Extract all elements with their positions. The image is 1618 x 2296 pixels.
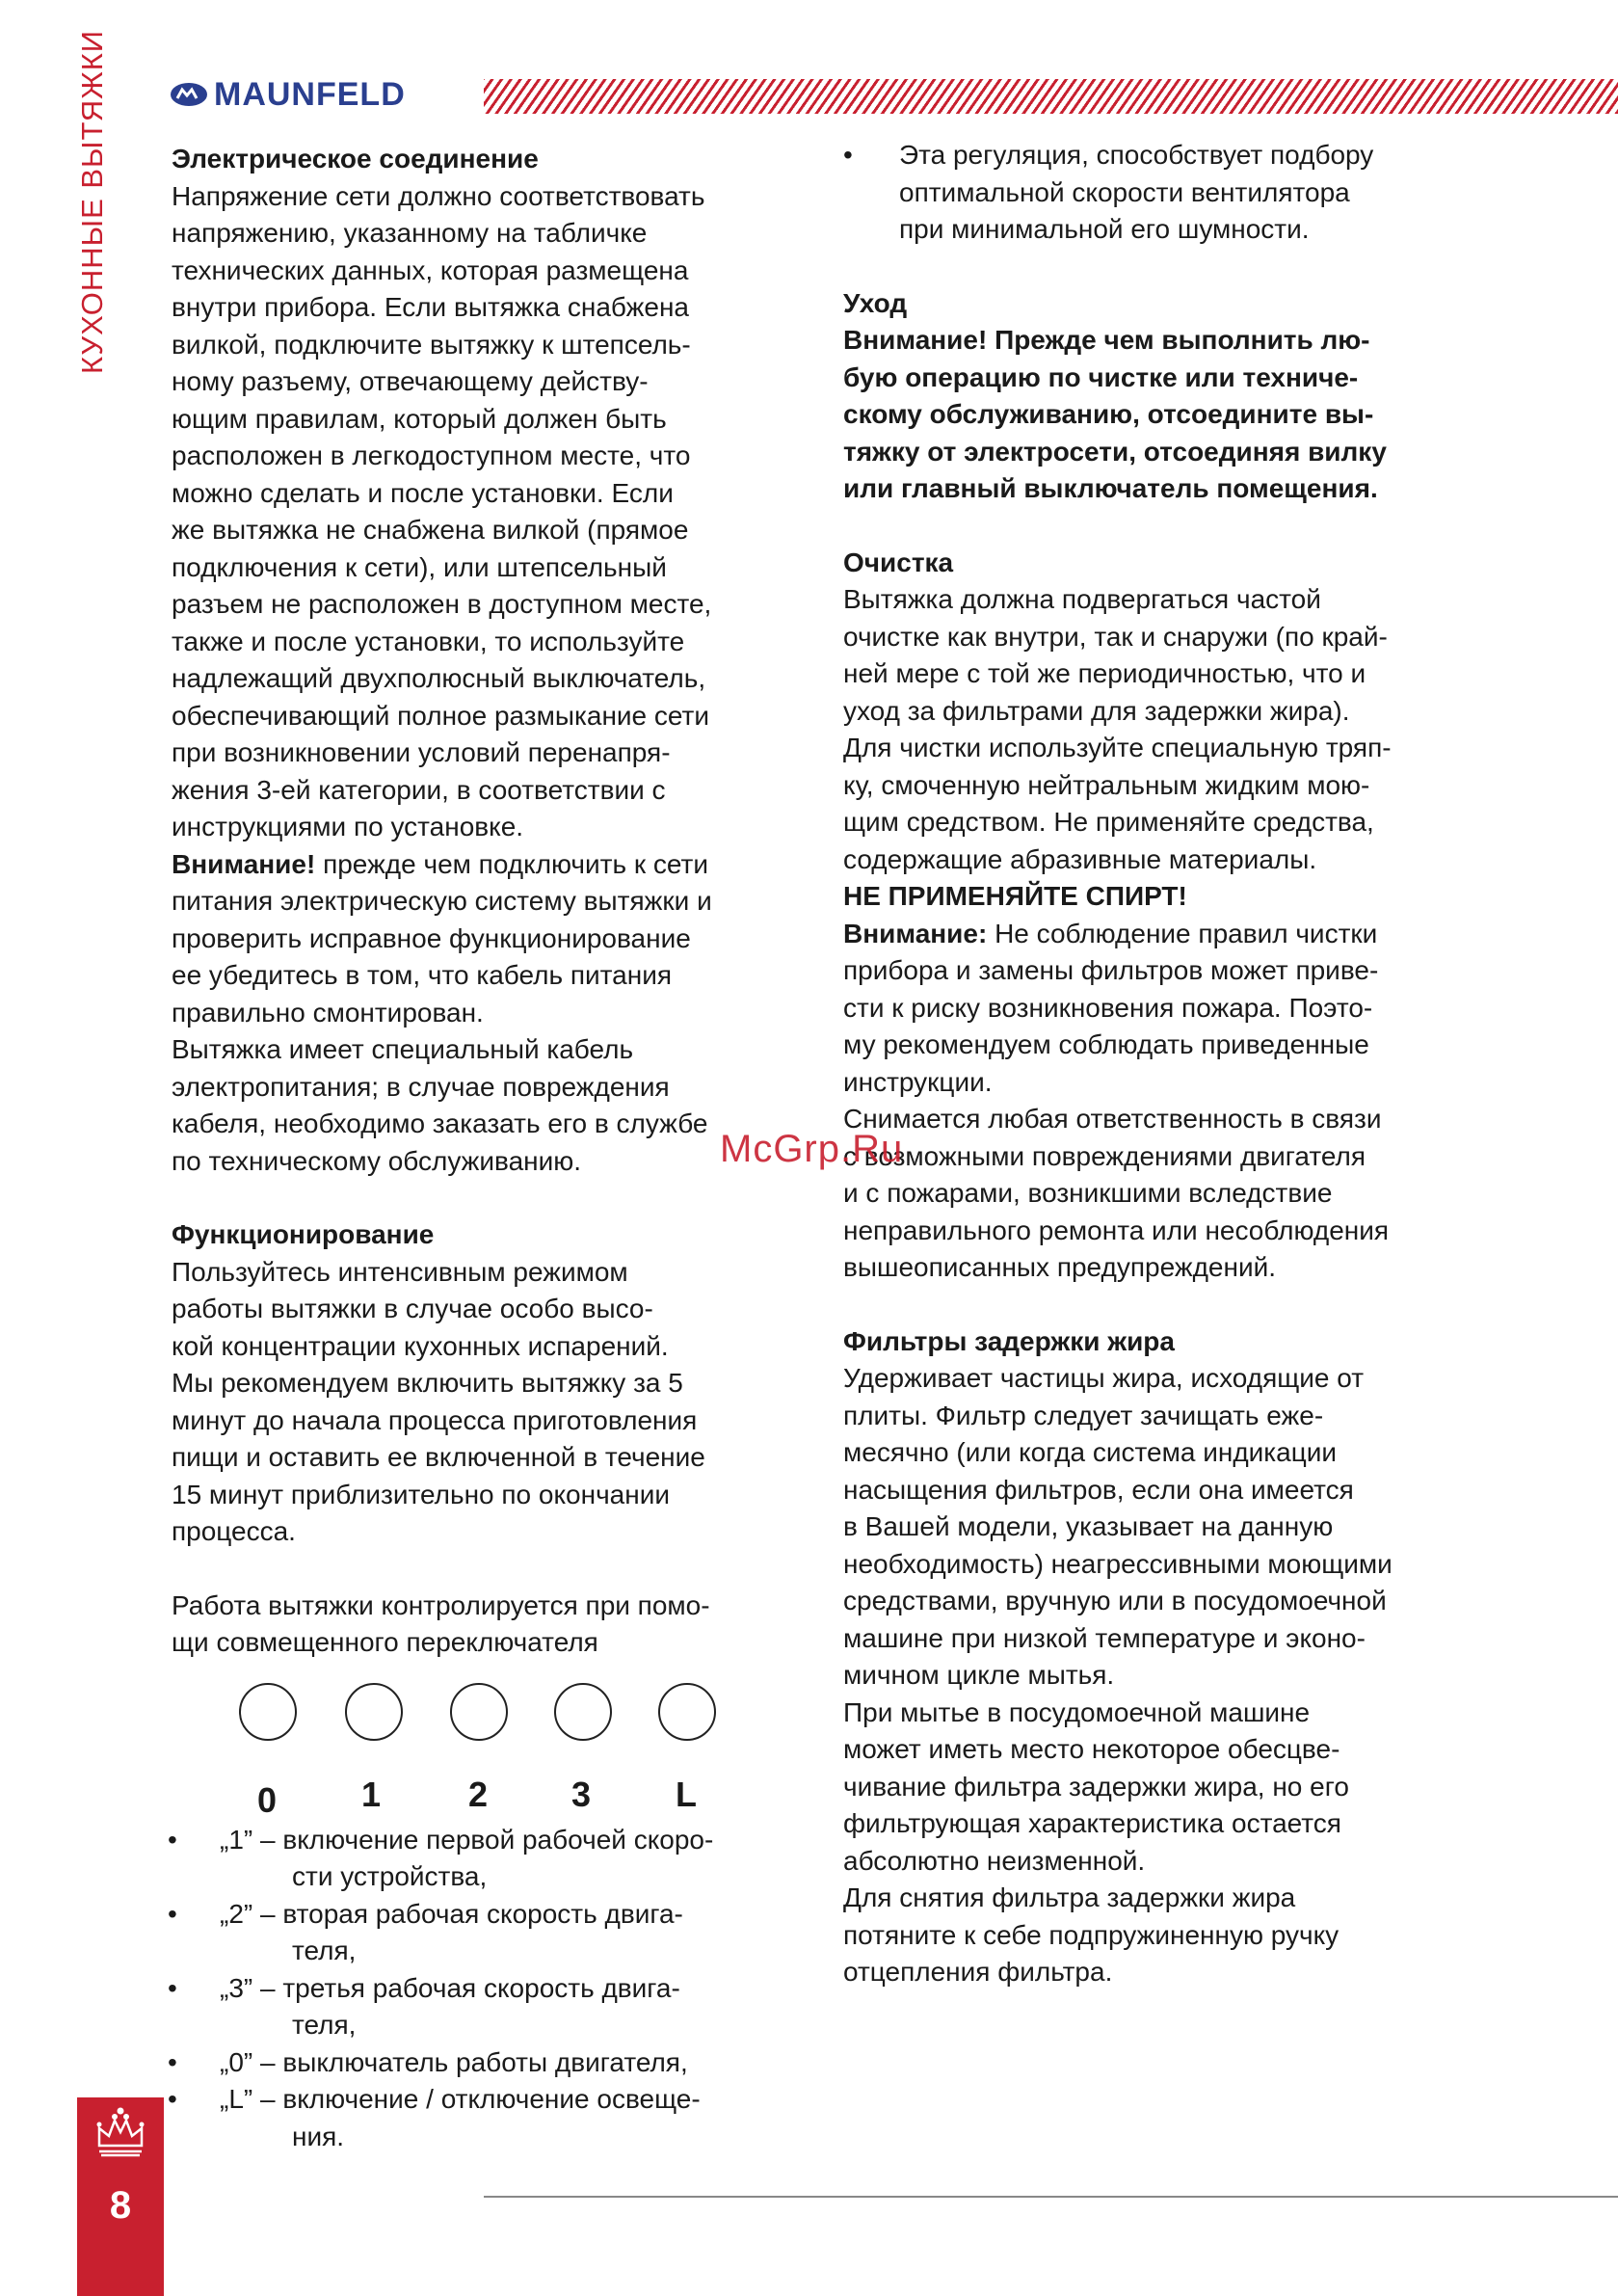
list-item-text: „0” – выключатель работы двигателя, <box>220 2046 688 2077</box>
text-line: инструкциями по установке. <box>172 812 524 841</box>
text-line: ней мере с той же периодичностью, что и <box>843 658 1366 688</box>
text-line: средствами, вручную или в посудомоечной <box>843 1586 1387 1615</box>
warning-label: Внимание! <box>172 848 316 879</box>
text-line: электропитания; в случае повреждения <box>172 1071 670 1102</box>
text-line: сти к риску возникновения пожара. Поэто- <box>843 992 1373 1023</box>
text-line: очистке как внутри, так и снаружи (по край- <box>843 621 1388 652</box>
page-number: 8 <box>109 2184 132 2227</box>
text-line: пищи и оставить ее включенной в течение <box>172 1442 705 1472</box>
text-line: щи совмещенного переключателя <box>172 1627 598 1657</box>
list-item <box>168 2081 798 2155</box>
text-line: при возникновении условий перенапря- <box>172 737 671 767</box>
bullet: • <box>843 140 853 170</box>
text-line: работы вытяжки в случае особо высо- <box>172 1294 653 1323</box>
section-side-label: КУХОННЫЕ ВЫТЯЖКИ <box>75 29 109 374</box>
text-line: Пользуйтесь интенсивным режимом <box>172 1256 628 1287</box>
text-line: ному разъему, отвечающему действу- <box>172 366 649 396</box>
attention-first-line <box>843 916 1479 953</box>
switch-circle-2 <box>450 1683 508 1741</box>
text-line: му рекомендуем соблюдать приведенные <box>843 1029 1369 1059</box>
watermark: McGrp.Ru <box>720 1128 904 1170</box>
brand-logo <box>170 75 406 114</box>
text-line: ку, смоченную нейтральным жидким мою- <box>843 769 1370 800</box>
switch-label-3: 3 <box>571 1774 592 1814</box>
text-line: мичном цикле мытья. <box>843 1660 1115 1690</box>
text-line: Удерживает частицы жира, исходящие от <box>843 1363 1365 1393</box>
text-line: инструкции. <box>843 1066 993 1097</box>
left-column <box>168 141 798 2155</box>
filters-text <box>843 1360 1479 1991</box>
text-line: неправильного ремонта или несоблюдения <box>843 1215 1390 1245</box>
text-line: также и после установки, то используйте <box>172 626 685 656</box>
text-line: плиты. Фильтр следует зачищать еже- <box>843 1400 1324 1430</box>
text-line: подключения к сети), или штепсельный <box>172 551 667 582</box>
text-line: скому обслуживанию, отсоедините вы- <box>843 399 1374 429</box>
text-line: прибора и замены фильтров может приве- <box>843 955 1379 985</box>
attention-text <box>843 952 1479 1287</box>
text-line: месячно (или когда система индикации <box>843 1437 1338 1467</box>
text-line: обеспечивающий полное размыкание сети <box>172 700 710 731</box>
crown-icon <box>92 2103 149 2161</box>
filters-title: Фильтры задержки жира <box>843 1325 1175 1356</box>
electric-text <box>172 178 798 846</box>
text-line: можно сделать и после установки. Если <box>172 477 674 508</box>
header-hatch-bar <box>484 79 1618 114</box>
attention-label: Внимание: <box>843 918 988 948</box>
text-line: кабеля, необходимо заказать его в службе <box>172 1108 708 1138</box>
list-item <box>168 1970 798 2044</box>
text-line: разъем не расположен в доступном месте, <box>172 589 712 619</box>
list-item-text: „3” – третья рабочая скорость двига- <box>220 1972 680 2003</box>
text-line: минут до начала процесса приготовления <box>172 1404 698 1435</box>
text-line: кой концентрации кухонных испарений. <box>172 1330 669 1361</box>
clean-title: Очистка <box>843 547 954 577</box>
text-line: или главный выключатель помещения. <box>843 473 1378 503</box>
text-line: ее убедитесь в том, что кабель питания <box>172 960 672 990</box>
text-line: ющим правилам, который должен быть <box>172 403 667 434</box>
text-line: питания электрическую систему вытяжки и <box>172 886 712 916</box>
list-item-text: „L” – включение / отключение освеще- <box>220 2084 701 2114</box>
right-column <box>843 137 1479 1991</box>
text-line: вилкой, подключите вытяжку к штепсель- <box>172 329 691 360</box>
text-line: машине при низкой температуре и эконо- <box>843 1622 1366 1653</box>
text-line: по техническому обслуживанию. <box>172 1145 582 1176</box>
text-line: при минимальной его шумности. <box>899 214 1310 244</box>
bullet: • <box>168 2046 177 2077</box>
bullet: • <box>168 2084 177 2114</box>
text-line: фильтрующая характеристика остается <box>843 1808 1341 1838</box>
func-title: Функционирование <box>172 1219 435 1249</box>
page-number-block <box>77 2097 164 2296</box>
text-line: необходимость) неагрессивными моющими <box>843 1548 1393 1579</box>
list-item <box>168 1896 798 1970</box>
care-title: Уход <box>843 287 908 318</box>
bullet: • <box>168 1972 177 2003</box>
text-line: с возможными повреждениями двигателя <box>843 1140 1366 1171</box>
bullet: • <box>168 1898 177 1929</box>
text-line: Эта регуляция, способствует подбору <box>899 140 1374 170</box>
text-line: Вытяжка имеет специальный кабель <box>172 1034 634 1064</box>
text-line: Для чистки используйте специальную тряп- <box>843 733 1392 762</box>
text-line: чивание фильтра задержки жира, но его <box>843 1771 1349 1802</box>
text-line: содержащие абразивные материалы. <box>843 843 1317 874</box>
text-line: проверить исправное функционирование <box>172 922 691 953</box>
control-text <box>172 1588 798 1662</box>
text-line: же вытяжка не снабжена вилкой (прямое <box>172 515 689 545</box>
switch-circle-1 <box>345 1683 403 1741</box>
warning-text <box>172 883 798 1180</box>
text-line: правильно смонтирован. <box>172 997 484 1028</box>
attention-first: Не соблюдение правил чистки <box>987 918 1378 948</box>
text-line: потяните к себе подпружиненную ручку <box>843 1919 1339 1950</box>
text-line: При мытье в посудомоечной машине <box>843 1696 1311 1727</box>
switch-circle-0 <box>239 1683 297 1741</box>
list-item-cont: ния. <box>292 2121 345 2151</box>
text-line: бую операцию по чистке или техниче- <box>843 361 1359 392</box>
list-item-cont: теля, <box>292 1936 357 1965</box>
text-line: надлежащий двухполюсный выключатель, <box>172 663 706 693</box>
text-line: Для снятия фильтра задержки жира <box>843 1882 1296 1912</box>
func-text <box>172 1254 798 1551</box>
text-line: технических данных, которая размещена <box>172 254 689 285</box>
top-bullet-item <box>843 137 1479 249</box>
text-line: и с пожарами, возникшими вследствие <box>843 1178 1333 1208</box>
switch-label-l: L <box>676 1774 697 1814</box>
warning-first-line <box>172 846 798 884</box>
list-item-cont: сти устройства, <box>292 1861 488 1891</box>
text-line: щим средством. Не применяйте средства, <box>843 807 1374 837</box>
switch-diagram <box>172 1683 798 1818</box>
list-item-text: „2” – вторая рабочая скорость двига- <box>220 1898 683 1929</box>
list-item <box>168 1822 798 1896</box>
warning-first: прежде чем подключить к сети <box>315 848 708 879</box>
switch-circle-l <box>658 1683 716 1741</box>
electric-title: Электрическое соединение <box>172 144 539 174</box>
text-line: Напряжение сети должно соответствовать <box>172 180 705 211</box>
text-line: вышеописанных предупреждений. <box>843 1252 1276 1282</box>
text-line: оптимальной скорости вентилятора <box>899 176 1350 207</box>
text-line: Работа вытяжки контролируется при помо- <box>172 1589 710 1620</box>
brand-logo-icon <box>170 82 208 107</box>
text-line: Внимание! Прежде чем выполнить лю- <box>843 325 1370 355</box>
footer-rule <box>484 2196 1618 2198</box>
bullet: • <box>168 1824 177 1855</box>
text-line: внутри прибора. Если вытяжка снабжена <box>172 292 689 322</box>
text-line: уход за фильтрами для задержки жира). <box>843 695 1350 726</box>
text-line: отцепления фильтра. <box>843 1957 1113 1987</box>
text-line: напряжению, указанному на табличке <box>172 218 648 248</box>
text-line: процесса. <box>172 1516 296 1546</box>
text-line: 15 минут приблизительно по окончании <box>172 1479 670 1509</box>
text-line: абсолютно неизменной. <box>843 1845 1146 1876</box>
text-line: может иметь место некоторое обесцве- <box>843 1734 1340 1764</box>
list-item-text: „1” – включение первой рабочей скоро- <box>220 1824 714 1855</box>
text-line: расположен в легкодоступном месте, что <box>172 441 691 470</box>
list-item-cont: теля, <box>292 2010 357 2040</box>
text-line: насыщения фильтров, если она имеется <box>843 1474 1354 1505</box>
brand-name: MAUNFELD <box>214 75 406 113</box>
no-alcohol-warning: НЕ ПРИМЕНЯЙТЕ СПИРТ! <box>843 881 1187 911</box>
switch-circle-3 <box>554 1683 612 1741</box>
text-line: Мы рекомендуем включить вытяжку за 5 <box>172 1368 683 1398</box>
care-warning <box>843 322 1479 508</box>
clean-text <box>843 581 1479 878</box>
text-line: Вытяжка должна подвергаться частой <box>843 584 1321 614</box>
switch-label-0: 0 <box>257 1779 278 1820</box>
text-line: в Вашей модели, указывает на данную <box>843 1511 1334 1541</box>
text-line: Снимается любая ответственность в связи <box>843 1104 1382 1134</box>
switch-label-1: 1 <box>361 1774 382 1814</box>
text-line: жения 3-ей категории, в соответствии с <box>172 774 666 805</box>
list-item <box>168 2044 798 2082</box>
switch-label-2: 2 <box>468 1774 489 1814</box>
text-line: тяжку от электросети, отсоединяя вилку <box>843 436 1387 467</box>
switch-list <box>168 1822 798 2156</box>
